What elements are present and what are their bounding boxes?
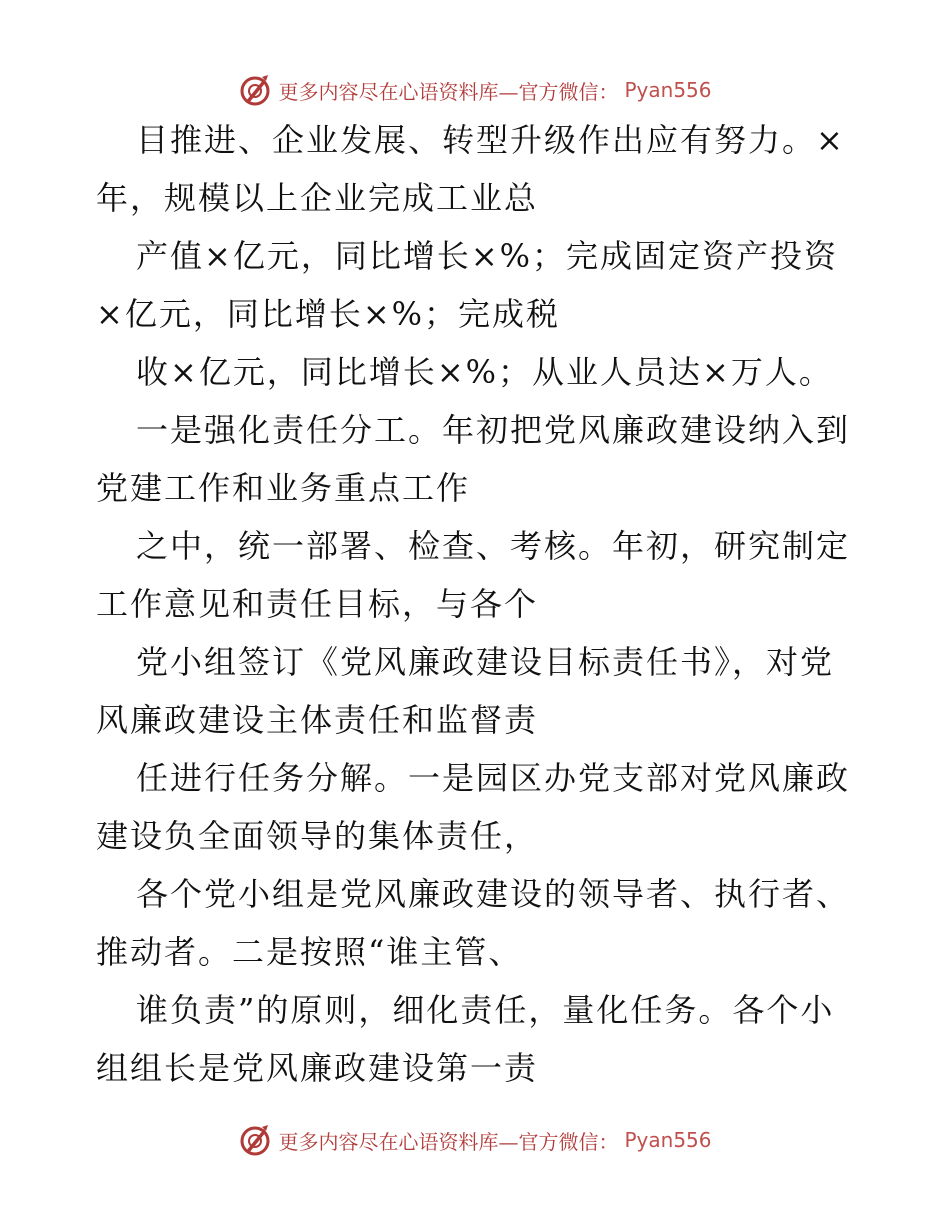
text-line: 各个党小组是党风廉政建设的领导者、执行者、 bbox=[136, 875, 851, 913]
text-line: 一是强化责任分工。年初把党风廉政建设纳入到 bbox=[136, 411, 851, 449]
text-line: 党小组签订《党风廉政建设目标责任书》，对党 bbox=[136, 643, 835, 681]
text-line: 组组长是党风廉政建设第一责 bbox=[96, 1049, 539, 1087]
watermark-footer bbox=[0, 1120, 950, 1160]
watermark-text: 更多内容尽在心语资料库—官方微信： bbox=[278, 79, 619, 104]
text-line: 推动者。二是按照“谁主管、 bbox=[96, 933, 523, 971]
text-line: 产值×亿元，同比增长×%；完成固定资产投资 bbox=[136, 237, 839, 275]
text-line: 风廉政建设主体责任和监督责 bbox=[96, 701, 539, 739]
quill-logo-icon bbox=[238, 1123, 272, 1157]
text-line: 谁负责”的原则，细化责任，量化任务。各个小 bbox=[136, 991, 835, 1029]
text-line: ×亿元，同比增长×%；完成税 bbox=[96, 295, 561, 333]
text-line: 工作意见和责任目标，与各个 bbox=[96, 585, 539, 623]
text-line: 收×亿元，同比增长×%；从业人员达×万人。 bbox=[136, 353, 833, 391]
watermark-wechat-id: Pyan556 bbox=[624, 1128, 712, 1152]
text-line: 年，规模以上企业完成工业总 bbox=[96, 179, 539, 217]
text-line: 之中，统一部署、检查、考核。年初，研究制定 bbox=[136, 527, 851, 565]
text-line: 目推进、企业发展、转型升级作出应有努力。× bbox=[136, 121, 845, 159]
watermark-header bbox=[0, 70, 950, 110]
text-line: 党建工作和业务重点工作 bbox=[96, 469, 471, 507]
text-line: 任进行任务分解。一是园区办党支部对党风廉政 bbox=[136, 759, 851, 797]
watermark-text: 更多内容尽在心语资料库—官方微信： bbox=[278, 1129, 619, 1154]
quill-logo-icon bbox=[238, 73, 272, 107]
text-line: 建设负全面领导的集体责任， bbox=[96, 817, 539, 855]
watermark-wechat-id: Pyan556 bbox=[624, 78, 712, 102]
